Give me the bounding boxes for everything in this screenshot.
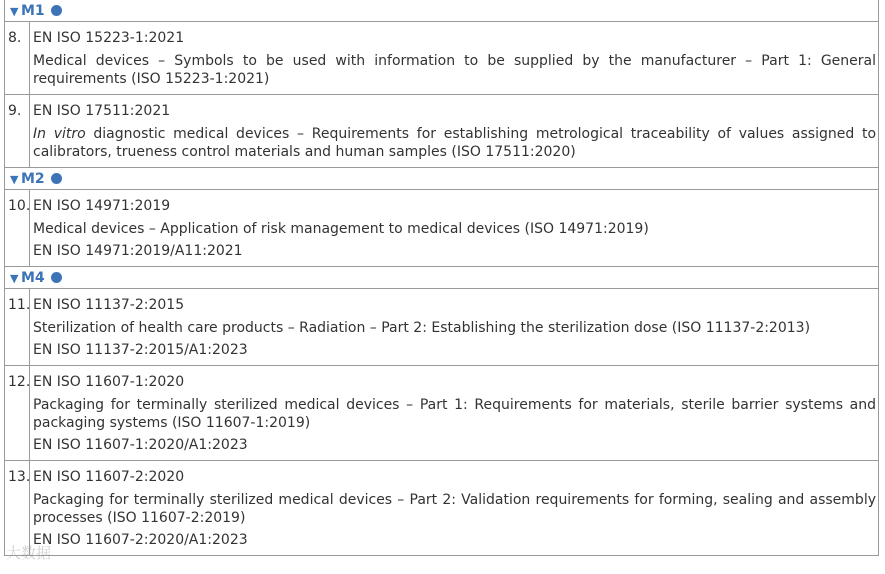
row-content [30,461,878,555]
marker-label: M2 [21,171,45,187]
row-number: 13. [5,461,30,555]
standard-row [5,461,878,556]
standard-row [5,190,878,267]
standard-title [33,319,876,337]
standard-reference: EN ISO 11137-2:2015 [33,297,185,313]
marker-dot-icon [51,272,62,283]
section-marker-m1[interactable] [5,0,878,22]
title-text: Medical devices – Application of risk management to medical devices (ISO 14971:2019) [33,221,649,237]
row-content [30,366,878,460]
row-number: 10. [5,190,30,266]
title-text: Sterilization of health care products – Radiation – Part 2: Establishing the sterilization dose (ISO 11137-2:2013) [33,320,811,336]
standard-title [33,125,876,161]
row-number: 8. [5,22,30,94]
marker-label: M1 [21,3,45,19]
row-number: 11. [5,289,30,365]
marker-label: M4 [21,270,45,286]
standard-reference: EN ISO 15223-1:2021 [33,30,185,46]
marker-dot-icon [51,173,62,184]
standard-reference: EN ISO 14971:2019 [33,198,171,214]
title-text: diagnostic medical devices – Requirements for establishing metrological traceability of values assigned to calibrators, trueness control materials and human samples (ISO 17511:2020) [33,126,877,160]
standard-reference: EN ISO 11607-1:2020 [33,374,185,390]
title-text: Medical devices – Symbols to be used with information to be supplied by the manufacturer – Part 1: General requirements (ISO 15223-1:2021) [33,53,876,87]
standards-list [4,0,879,556]
section-marker-m2[interactable] [5,168,878,190]
row-content [30,95,878,167]
row-content [30,289,878,365]
title-text: Packaging for terminally sterilized medical devices – Part 1: Requirements for materials, sterile barrier systems and packaging systems (ISO 11607-1:2019) [33,397,876,431]
standard-row [5,289,878,366]
row-content [30,190,878,266]
section-marker-m4[interactable] [5,267,878,289]
standard-title [33,52,876,88]
amendment-reference: EN ISO 14971:2019/A11:2021 [33,243,243,259]
standard-reference: EN ISO 11607-2:2020 [33,469,185,485]
amendment-reference: EN ISO 11607-1:2020/A1:2023 [33,437,248,453]
title-text: Packaging for terminally sterilized medical devices – Part 2: Validation requirements for forming, sealing and assembly processes (ISO 11607-2:2019) [33,492,876,526]
collapse-triangle-icon[interactable]: ▼ [10,173,19,186]
row-content [30,22,878,94]
standard-title [33,396,876,432]
marker-dot-icon [51,5,62,16]
standard-reference: EN ISO 17511:2021 [33,103,171,119]
standard-row [5,95,878,168]
collapse-triangle-icon[interactable]: ▼ [10,272,19,285]
row-number: 12. [5,366,30,460]
title-text: In vitro [33,126,86,142]
collapse-triangle-icon[interactable]: ▼ [10,5,19,18]
amendment-reference: EN ISO 11607-2:2020/A1:2023 [33,532,248,548]
standard-title [33,491,876,527]
amendment-reference: EN ISO 11137-2:2015/A1:2023 [33,342,248,358]
standard-title [33,220,876,238]
standard-row [5,22,878,95]
standard-row [5,366,878,461]
watermark: 大数据 [6,544,52,562]
row-number: 9. [5,95,30,167]
